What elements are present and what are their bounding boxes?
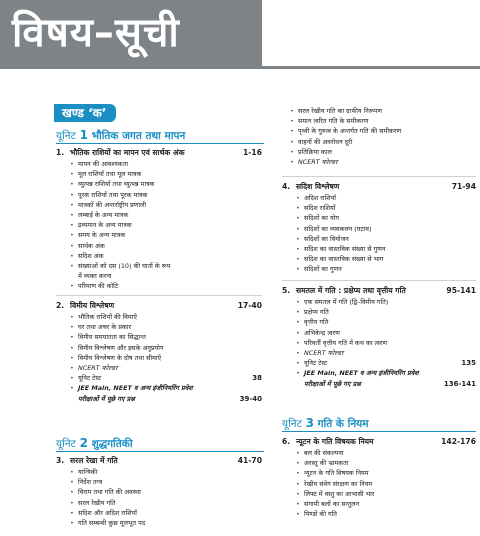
list-item (290, 116, 476, 126)
list-item-text: निर्देश तन्त्र (78, 478, 103, 487)
khand-badge (54, 104, 116, 122)
list-item (70, 332, 262, 342)
page-title: विषय–सूची (12, 10, 180, 56)
header-rule (0, 66, 480, 69)
chapter-1-items (70, 159, 262, 291)
chapter-title: विमीय विश्लेषण (70, 301, 115, 310)
list-item (70, 251, 262, 261)
chapter-page: 17-40 (237, 301, 262, 310)
list-item (70, 518, 262, 528)
chapter-page: 142-176 (441, 437, 476, 446)
list-item-text: गति सम्बन्धी कुछ मूलभूत पद (78, 518, 146, 527)
list-item (296, 379, 476, 389)
list-item-text: में व्यक्त करना (78, 272, 112, 281)
list-item-text: सरल रेखीय गति (78, 498, 116, 507)
list-item-text: यूनिट टेस्ट (78, 374, 102, 383)
list-item-text: बल की संकल्पना (304, 449, 344, 457)
list-item (70, 498, 262, 508)
list-item-text: लम्बाई के अन्य मात्रक (78, 210, 129, 219)
list-item-text: व्युत्पन्न राशियाँ तथा व्युत्पन्न मात्रक (78, 180, 155, 189)
list-item-text: मापन की आवश्यकता (78, 160, 128, 168)
list-item (70, 487, 262, 497)
list-item (296, 338, 476, 348)
list-item (70, 312, 262, 322)
unit-3-heading (282, 416, 369, 431)
list-item-text: यूनिट टेस्ट (304, 359, 328, 368)
unit-3-number: 3 (305, 416, 314, 430)
list-item-text: सदिशों का गुणन (304, 265, 342, 274)
chapter-number: 2. (56, 301, 65, 310)
list-item-text: परिमाण की कोटि (78, 282, 119, 291)
chapter-title: सदिश विश्लेषण (296, 182, 340, 191)
list-item (70, 169, 262, 179)
list-item-text: एक समतल में गति (द्वि–विमीय गति) (304, 298, 389, 306)
unit-2-rule (56, 451, 264, 452)
list-item-text: NCERT फोल्डर (78, 363, 118, 372)
list-item-text: सार्थक अंक (78, 241, 105, 250)
list-item-page: 38 (252, 374, 262, 383)
list-item-text: विमीय विश्लेषण और इसके अनुप्रयोग (78, 343, 164, 352)
list-item (290, 147, 476, 157)
list-item (296, 479, 476, 489)
chapter-4-items (296, 193, 476, 275)
list-item-text: पृथ्वी के गुरुत्व के अन्तर्गत गति की समीकरण (298, 127, 402, 136)
list-item-text: अदिश राशियाँ (304, 194, 336, 202)
list-item (70, 261, 262, 271)
list-item-text: मात्रकों की अन्तर्राष्ट्रीय प्रणाली (78, 200, 146, 209)
unit-1-title: भौतिक जगत तथा मापन (91, 130, 186, 142)
list-item-text: परीक्षाओं में पूछे गए प्रश्न (304, 379, 361, 388)
list-item (70, 220, 262, 230)
list-item (296, 254, 476, 264)
chapter-page: 41-70 (237, 456, 262, 465)
chapter-3-continued-items (290, 106, 476, 167)
unit-3-rule (282, 431, 476, 432)
chapter-title: सरल रेखा में गति (70, 456, 118, 465)
list-item (70, 394, 262, 404)
list-item-text: मूल राशियाँ तथा मूल मात्रक (78, 170, 142, 179)
list-item-text: वाहनों की अवरोधन दूरी (298, 137, 353, 146)
list-item (296, 213, 476, 223)
list-item-text: घर तथा अचर के प्रकार (78, 323, 132, 332)
list-item (296, 264, 476, 274)
list-item-text: पूरक राशियाँ तथा पूरक मात्रक (78, 190, 148, 199)
chapter-page: 1-16 (242, 148, 262, 157)
list-item (290, 157, 476, 167)
list-item (296, 317, 476, 327)
chapter-number: 4. (282, 182, 291, 191)
list-item-text: विमीय समघातता का सिद्धान्त (78, 333, 146, 342)
list-item (70, 230, 262, 240)
list-item-text: विराम तथा गति की अवस्था (78, 488, 141, 497)
list-item-page: 39-40 (239, 394, 262, 403)
unit-2-number: 2 (79, 436, 88, 450)
list-item-text: परिवर्ती वृत्तीय गति में कथ का त्वरण (304, 338, 388, 347)
chapter-title: न्यूटन के गति विषयक नियम (296, 437, 374, 446)
list-item-text: सदिश और अदिश राशियाँ (78, 508, 137, 517)
khand-label: खण्ड ‘क’ (62, 106, 107, 120)
list-item-text: JEE Main, NEET व अन्य इंजीनियरिंग प्रवेश (78, 384, 193, 393)
list-item (296, 224, 476, 234)
list-item (296, 499, 476, 509)
list-item-text: समय के अन्य मात्रक (78, 231, 126, 240)
divider (282, 176, 476, 177)
list-item (296, 307, 476, 317)
list-item (290, 126, 476, 136)
list-item (70, 508, 262, 518)
list-item (70, 271, 262, 281)
list-item-text: अरस्तू की भ्रामकता (304, 459, 349, 468)
list-item (70, 190, 262, 200)
unit-2-prefix: यूनिट (56, 438, 76, 450)
chapter-5-items (296, 297, 476, 389)
unit-1-rule (56, 143, 264, 144)
list-item (70, 353, 262, 363)
list-item (296, 448, 476, 458)
list-item-text: न्यूटन के गति विषयक नियम (304, 469, 369, 478)
list-item (70, 477, 262, 487)
list-item-text: सदिश राशियाँ (304, 204, 336, 213)
list-item-page: 136-141 (443, 379, 476, 388)
list-item-text: सदिशों का वियोजन (304, 234, 349, 243)
chapter-3-items (70, 467, 262, 528)
list-item-text: सदिश का वास्तविक संख्या से भाग (304, 255, 384, 264)
list-item (70, 210, 262, 220)
list-item (290, 106, 476, 116)
chapter-number: 6. (282, 437, 291, 446)
list-item (296, 244, 476, 254)
chapter-2-items (70, 312, 262, 404)
list-item-text: सदिश का वास्तविक संख्या से गुणन (304, 244, 386, 253)
chapter-title: भौतिक राशियों का मापन एवं सार्थक अंक (70, 148, 185, 157)
list-item-text: समान त्वरित गति के समीकरण (298, 117, 369, 126)
list-item (70, 322, 262, 332)
list-item-text: लिफ्ट में वस्तु का आभासी भार (304, 489, 375, 498)
chapter-number: 3. (56, 456, 65, 465)
list-item-text: परीक्षाओं में पूछे गए प्रश्न (78, 394, 135, 403)
chapter-title: समतल में गति : प्रक्षेप्य तथा वृत्तीय गति (296, 286, 406, 295)
list-item-text: प्रक्षेप्य गति (304, 308, 329, 317)
list-item (296, 203, 476, 213)
list-item (70, 363, 262, 373)
list-item-text: संगामी बलों का सन्तुलन (304, 499, 360, 508)
chapter-page: 95-141 (446, 286, 476, 295)
list-item (296, 348, 476, 358)
list-item (70, 159, 262, 169)
list-item (296, 297, 476, 307)
list-item-text: सरल रेखीय गति का ग्राफीय निरूपण (298, 107, 383, 115)
chapter-6-items (296, 448, 476, 519)
list-item (70, 373, 262, 383)
list-item (296, 234, 476, 244)
list-item (70, 383, 262, 393)
list-item-text: संख्याओं को दस (10) की घातों के रूप (78, 261, 171, 270)
list-item (70, 179, 262, 189)
unit-3-title: गति के नियम (317, 418, 369, 430)
list-item (296, 509, 476, 519)
header-band (0, 0, 262, 68)
divider (56, 295, 262, 296)
list-item (296, 458, 476, 468)
list-item-text: विमीय विश्लेषण के दोष तथा सीमाएँ (78, 353, 162, 362)
list-item-text: सदिशों का व्यवकलन (घटाव) (304, 224, 372, 233)
list-item-text: NCERT फोल्डर (304, 348, 344, 357)
list-item (290, 137, 476, 147)
list-item-text: NCERT फोल्डर (298, 157, 338, 166)
list-item-text: द्रव्यमान के अन्य मात्रक (78, 221, 132, 230)
unit-3-prefix: यूनिट (282, 418, 302, 430)
unit-2-heading (56, 436, 133, 451)
list-item-text: सदिशों का योग (304, 214, 339, 223)
list-item-text: भौतिक राशियों की विमाएँ (78, 313, 137, 321)
list-item-text: पिण्डों की गति (304, 510, 337, 519)
chapter-number: 1. (56, 148, 65, 157)
list-item (70, 281, 262, 291)
list-item-text: अभिकेन्द्र त्वरण (304, 328, 340, 337)
chapter-page: 71-94 (451, 182, 476, 191)
list-item (296, 328, 476, 338)
unit-1-number: 1 (79, 128, 88, 142)
list-item-text: JEE Main, NEET व अन्य इंजीनियरिंग प्रवेश (304, 369, 419, 378)
list-item (70, 467, 262, 477)
unit-1-prefix: यूनिट (56, 130, 76, 142)
list-item (70, 200, 262, 210)
list-item-text: सदिश अंक (78, 251, 104, 260)
list-item-text: वृत्तीय गति (304, 318, 329, 327)
list-item (296, 368, 476, 378)
list-item-text: रेखीय संवेग संरक्षण का नियम (304, 479, 373, 488)
divider (282, 280, 476, 281)
list-item (296, 468, 476, 478)
list-item-text: यान्त्रिकी (78, 468, 98, 476)
list-item (296, 358, 476, 368)
list-item (296, 193, 476, 203)
list-item-page: 135 (461, 359, 476, 368)
list-item-text: प्रतिक्रिया काल (298, 147, 332, 156)
chapter-number: 5. (282, 286, 291, 295)
list-item (296, 489, 476, 499)
list-item (70, 241, 262, 251)
unit-2-title: शुद्धगतिकी (91, 438, 133, 450)
list-item (70, 343, 262, 353)
unit-1-heading (56, 128, 185, 143)
